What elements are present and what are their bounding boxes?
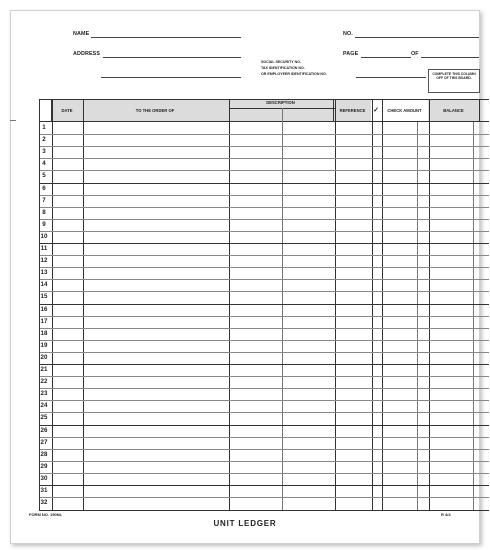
row-line bbox=[40, 437, 489, 438]
of-label: OF bbox=[411, 51, 419, 57]
ledger-sheet bbox=[10, 10, 480, 544]
balance-header: BALANCE bbox=[428, 99, 480, 121]
row-number: 5 bbox=[42, 172, 46, 180]
row-number: 8 bbox=[42, 208, 46, 216]
row-line bbox=[40, 473, 489, 474]
row-number: 9 bbox=[42, 220, 46, 228]
reference-header: REFERENCE bbox=[334, 99, 372, 121]
check-mark-header: ✓ bbox=[371, 99, 382, 121]
row-line bbox=[40, 158, 489, 159]
row-number: 18 bbox=[40, 329, 48, 337]
row-line bbox=[40, 255, 489, 256]
row-line bbox=[40, 207, 489, 208]
row-line bbox=[40, 134, 489, 135]
page-label: PAGE bbox=[343, 51, 359, 57]
address-label: ADDRESS bbox=[73, 51, 101, 57]
row-number: 4 bbox=[42, 160, 46, 168]
row-line bbox=[40, 425, 489, 426]
row-line bbox=[40, 170, 489, 171]
row-number: 15 bbox=[40, 293, 48, 301]
row-number: 31 bbox=[40, 487, 48, 494]
row-number: 28 bbox=[40, 450, 48, 458]
row-line bbox=[40, 183, 489, 184]
row-number: 17 bbox=[40, 317, 48, 325]
row-line bbox=[40, 219, 489, 220]
row-line bbox=[40, 316, 489, 317]
row-line bbox=[40, 497, 489, 498]
row-number: 30 bbox=[40, 474, 48, 482]
row-number: 22 bbox=[40, 378, 48, 386]
row-line bbox=[40, 364, 489, 365]
form-title: UNIT LEDGER bbox=[213, 519, 277, 528]
row-number: 20 bbox=[40, 353, 48, 361]
row-line bbox=[40, 304, 489, 305]
row-line bbox=[40, 195, 489, 196]
name-field[interactable] bbox=[91, 37, 241, 38]
form-number: FORM NO. 190NL bbox=[29, 512, 63, 517]
row-number: 32 bbox=[40, 499, 48, 507]
row-line bbox=[40, 231, 489, 232]
row-number: 26 bbox=[40, 426, 48, 434]
row-line bbox=[40, 400, 489, 401]
row-line bbox=[40, 243, 489, 244]
row-line bbox=[40, 461, 489, 462]
row-line bbox=[40, 388, 489, 389]
row-line bbox=[40, 146, 489, 147]
date-header: DATE bbox=[52, 99, 83, 121]
header-divider bbox=[40, 121, 489, 122]
row-number: 12 bbox=[40, 257, 48, 265]
balance-note: COMPLETE THIS COLUMN OFF OF THIS BOARD. bbox=[428, 69, 480, 93]
order-header: TO THE ORDER OF bbox=[82, 99, 229, 121]
row-line bbox=[40, 340, 489, 341]
id-label-employer: OR EMPLOYEER IDENTIFICATION NO. bbox=[261, 72, 327, 76]
row-number: 1 bbox=[42, 124, 46, 131]
page-total-field[interactable] bbox=[421, 57, 479, 58]
name-label: NAME bbox=[73, 31, 90, 37]
row-number: 23 bbox=[40, 390, 48, 398]
description-header: DESCRIPTION bbox=[228, 99, 334, 121]
page-field[interactable] bbox=[361, 57, 411, 58]
id-number-field[interactable] bbox=[356, 77, 426, 78]
revision-code: R 4/4 bbox=[441, 512, 451, 517]
row-line bbox=[40, 485, 489, 486]
number-label: NO. bbox=[343, 31, 353, 37]
check-amount-header: CHECK AMOUNT bbox=[381, 99, 429, 121]
address-field[interactable] bbox=[103, 57, 241, 58]
row-line bbox=[40, 352, 489, 353]
row-number: 19 bbox=[40, 341, 48, 349]
id-label-ssn: SOCIAL SECURITY NO. bbox=[261, 60, 302, 64]
row-line bbox=[40, 449, 489, 450]
id-label-tax: TAX IDENTIFICATION NO. bbox=[261, 66, 305, 70]
row-line bbox=[40, 267, 489, 268]
row-number: 25 bbox=[40, 414, 48, 422]
address-field-line-2[interactable] bbox=[101, 77, 241, 78]
row-line bbox=[40, 412, 489, 413]
row-number: 7 bbox=[42, 196, 46, 204]
punch-mark bbox=[10, 120, 16, 121]
ledger-grid bbox=[39, 99, 489, 511]
row-number: 21 bbox=[40, 366, 48, 373]
row-line bbox=[40, 291, 489, 292]
row-number: 13 bbox=[40, 269, 48, 277]
row-number: 29 bbox=[40, 462, 48, 470]
row-number: 16 bbox=[40, 305, 48, 313]
row-number: 11 bbox=[40, 245, 48, 252]
row-line bbox=[40, 376, 489, 377]
row-number: 27 bbox=[40, 438, 48, 446]
row-number: 2 bbox=[42, 136, 46, 144]
row-number: 14 bbox=[40, 281, 48, 289]
description-split bbox=[282, 108, 283, 510]
row-line bbox=[40, 328, 489, 329]
row-number: 3 bbox=[42, 148, 46, 156]
row-line bbox=[40, 279, 489, 280]
row-number: 24 bbox=[40, 402, 48, 410]
row-number: 10 bbox=[40, 232, 48, 240]
row-number: 6 bbox=[42, 184, 46, 192]
number-field[interactable] bbox=[355, 37, 479, 38]
